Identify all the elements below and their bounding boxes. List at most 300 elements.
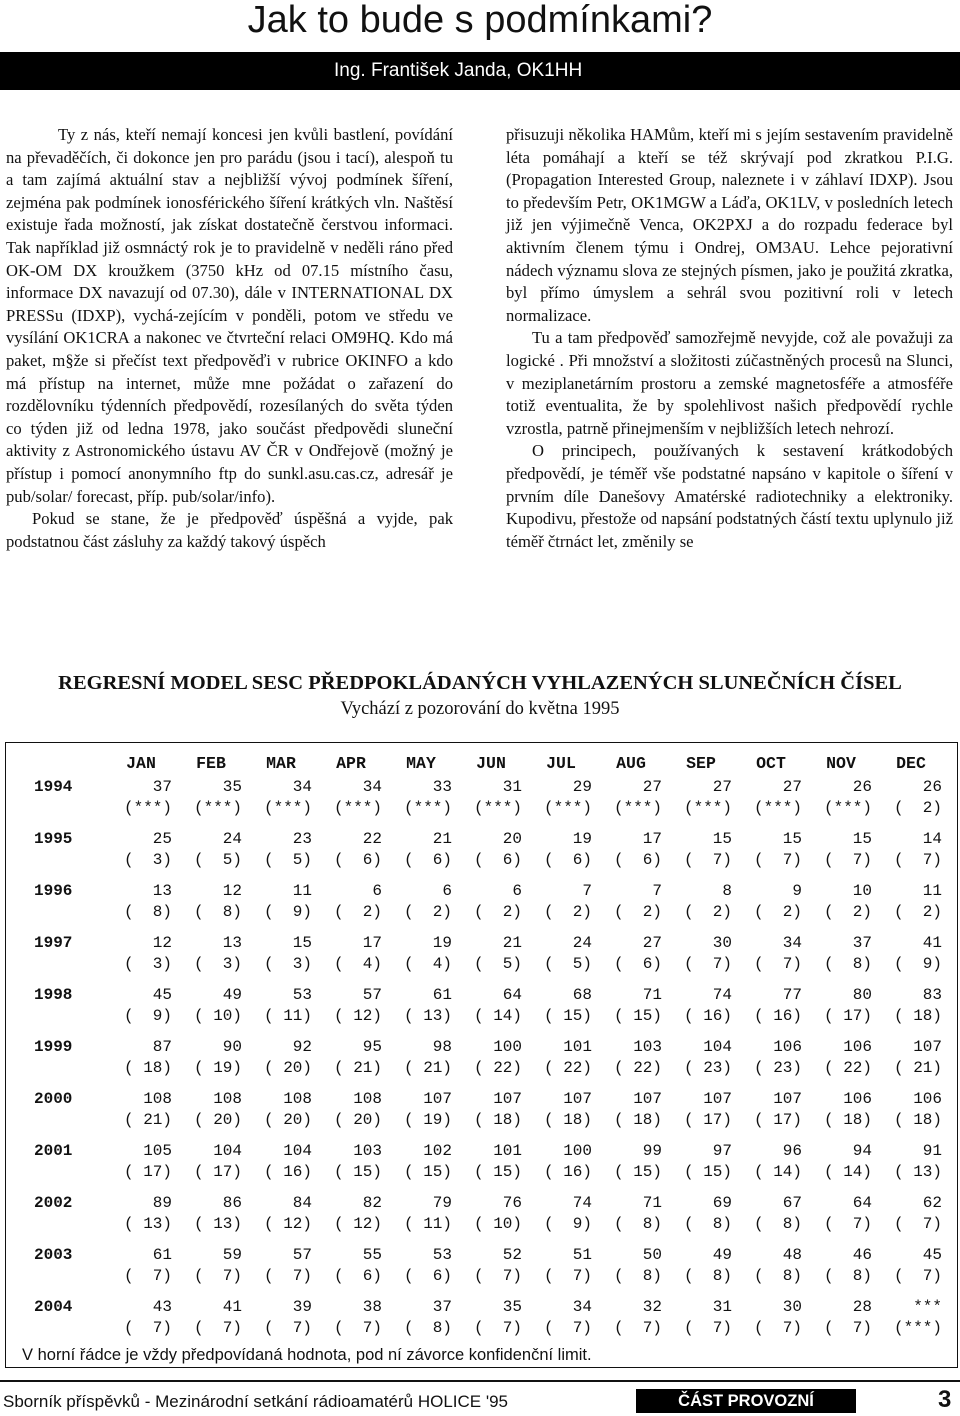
predicted-value-cell: 34 (362, 778, 382, 796)
confidence-cell: ( 4) (333, 955, 382, 973)
predicted-value-cell: *** (913, 1298, 942, 1316)
predicted-value-cell: 106 (773, 1038, 802, 1056)
predicted-value-cell: 103 (353, 1142, 382, 1160)
table-row-confidence (14, 1058, 946, 1079)
predicted-value-cell: 106 (843, 1038, 872, 1056)
predicted-value-cell: 22 (362, 830, 382, 848)
row-spacer-cell (14, 871, 946, 881)
confidence-cell: ( 8) (753, 1267, 802, 1285)
predicted-value-cell: 49 (222, 986, 242, 1004)
predicted-value-cell: 100 (493, 1038, 522, 1056)
predicted-value-cell: 34 (572, 1298, 592, 1316)
table-row-values (14, 1089, 946, 1110)
row-spacer (14, 975, 946, 985)
confidence-cell: ( 3) (263, 955, 312, 973)
predicted-value-cell: 33 (432, 778, 452, 796)
confidence-cell: ( 12) (263, 1215, 312, 1233)
confidence-cell: ( 9) (123, 1007, 172, 1025)
confidence-cell: ( 17) (193, 1163, 242, 1181)
predicted-value-cell: 108 (213, 1090, 242, 1108)
predicted-value-cell: 74 (712, 986, 732, 1004)
confidence-cell: (***) (123, 799, 172, 817)
sunspot-table-frame (5, 742, 958, 1368)
confidence-cell: ( 20) (333, 1111, 382, 1129)
predicted-value-cell: 106 (913, 1090, 942, 1108)
author-name: Ing. František Janda, OK1HH (334, 60, 583, 81)
predicted-value-cell: 27 (712, 778, 732, 796)
confidence-cell: ( 22) (613, 1059, 662, 1077)
page-number: 3 (938, 1386, 952, 1413)
predicted-value-cell: 6 (372, 882, 382, 900)
year-cell: 2003 (34, 1246, 73, 1264)
month-header: MAY (406, 753, 436, 773)
predicted-value-cell: 108 (353, 1090, 382, 1108)
predicted-value-cell: 94 (852, 1142, 872, 1160)
confidence-cell: ( 6) (403, 851, 452, 869)
predicted-value-cell: 27 (642, 934, 662, 952)
confidence-cell: ( 15) (333, 1163, 382, 1181)
month-header: SEP (686, 753, 716, 773)
table-row-values (14, 829, 946, 850)
confidence-cell: ( 21) (333, 1059, 382, 1077)
confidence-cell: ( 17) (123, 1163, 172, 1181)
confidence-cell: ( 7) (893, 1267, 942, 1285)
predicted-value-cell: 27 (642, 778, 662, 796)
predicted-value-cell: 6 (512, 882, 522, 900)
predicted-value-cell: 98 (432, 1038, 452, 1056)
month-header: FEB (196, 753, 226, 773)
confidence-cell: ( 8) (683, 1267, 732, 1285)
confidence-cell: ( 22) (473, 1059, 522, 1077)
predicted-value-cell: 79 (432, 1194, 452, 1212)
confidence-cell: ( 19) (193, 1059, 242, 1077)
article-paragraph: přisuzuji několika HAMům, kteří mi s jejím sestavením pravidelně léta pomáhají a kteří se též skrývají pod zkratkou P.I.G. (Propagation Interested Group, naleznete i v záhlaví IDXP). Jsou to především Petr, OK1MGW a Láďa, OK1LV, v posledních letech již jen výjimečně Venca, OK2PXJ a do rozpadu federace byl aktivním členem týmu i Ondrej, OM3AU. Lehce pejorativní nádech významu slova ze stejných písmen, jako je použitá zkratka, byl přímo úmyslem a sehrál svou pozitivní roli v letech normalizace. (506, 125, 953, 325)
predicted-value-cell: 26 (922, 778, 942, 796)
confidence-cell: ( 7) (123, 1319, 172, 1337)
confidence-cell: ( 5) (263, 851, 312, 869)
predicted-value-cell: 53 (292, 986, 312, 1004)
confidence-cell: (***) (543, 799, 592, 817)
confidence-cell: ( 12) (333, 1215, 382, 1233)
row-spacer-cell (14, 1027, 946, 1037)
predicted-value-cell: 104 (213, 1142, 242, 1160)
confidence-cell: ( 21) (403, 1059, 452, 1077)
confidence-cell: ( 5) (473, 955, 522, 973)
confidence-cell: ( 7) (263, 1267, 312, 1285)
year-cell: 1997 (34, 934, 73, 952)
row-spacer-cell (14, 975, 946, 985)
confidence-cell: ( 19) (403, 1111, 452, 1129)
confidence-cell: ( 7) (753, 1319, 802, 1337)
month-header: DEC (896, 753, 926, 773)
confidence-cell: ( 3) (123, 851, 172, 869)
row-spacer (14, 1235, 946, 1245)
confidence-cell: ( 18) (893, 1007, 942, 1025)
confidence-cell: ( 2) (893, 903, 942, 921)
confidence-cell: (***) (473, 799, 522, 817)
year-cell-empty (14, 1318, 106, 1339)
article-right-column (506, 124, 953, 553)
table-row-confidence (14, 1266, 946, 1287)
predicted-value-cell: 13 (152, 882, 172, 900)
confidence-cell: ( 15) (473, 1163, 522, 1181)
predicted-value-cell: 82 (362, 1194, 382, 1212)
confidence-cell: ( 9) (263, 903, 312, 921)
predicted-value-cell: 71 (642, 986, 662, 1004)
confidence-cell: ( 6) (613, 851, 662, 869)
confidence-cell: ( 2) (333, 903, 382, 921)
confidence-cell: ( 8) (823, 955, 872, 973)
row-spacer (14, 1079, 946, 1089)
confidence-cell: ( 18) (823, 1111, 872, 1129)
month-header: NOV (826, 753, 856, 773)
predicted-value-cell: 30 (782, 1298, 802, 1316)
predicted-value-cell: 26 (852, 778, 872, 796)
month-header: AUG (616, 753, 646, 773)
predicted-value-cell: 108 (283, 1090, 312, 1108)
predicted-value-cell: 30 (712, 934, 732, 952)
month-header: OCT (756, 753, 786, 773)
predicted-value-cell: 38 (362, 1298, 382, 1316)
predicted-value-cell: 108 (143, 1090, 172, 1108)
confidence-cell: ( 14) (473, 1007, 522, 1025)
row-spacer-cell (14, 1183, 946, 1193)
predicted-value-cell: 35 (502, 1298, 522, 1316)
predicted-value-cell: 101 (493, 1142, 522, 1160)
table-row-values (14, 1193, 946, 1214)
year-cell-empty (14, 1266, 106, 1287)
year-cell-empty (14, 902, 106, 923)
predicted-value-cell: 32 (642, 1298, 662, 1316)
confidence-cell: ( 2) (683, 903, 732, 921)
predicted-value-cell: 19 (572, 830, 592, 848)
predicted-value-cell: 12 (152, 934, 172, 952)
table-row-confidence (14, 1162, 946, 1183)
confidence-cell: ( 21) (893, 1059, 942, 1077)
predicted-value-cell: 19 (432, 934, 452, 952)
confidence-cell: ( 8) (753, 1215, 802, 1233)
predicted-value-cell: 28 (852, 1298, 872, 1316)
confidence-cell: ( 23) (683, 1059, 732, 1077)
predicted-value-cell: 69 (712, 1194, 732, 1212)
confidence-cell: ( 15) (613, 1007, 662, 1025)
confidence-cell: ( 15) (543, 1007, 592, 1025)
month-header: JUL (546, 753, 576, 773)
predicted-value-cell: 7 (582, 882, 592, 900)
predicted-value-cell: 107 (493, 1090, 522, 1108)
confidence-cell: ( 13) (893, 1163, 942, 1181)
confidence-cell: ( 18) (123, 1059, 172, 1077)
confidence-cell: ( 13) (193, 1215, 242, 1233)
article-paragraph: Pokud se stane, že je předpověď úspěšná a vyjde, pak podstatnou část zásluhy za každý takový úspěch (6, 509, 453, 551)
table-heading: REGRESNÍ MODEL SESC PŘEDPOKLÁDANÝCH VYHLAZENÝCH SLUNEČNÍCH ČÍSEL (58, 672, 902, 694)
predicted-value-cell: 67 (782, 1194, 802, 1212)
confidence-cell: ( 7) (473, 1267, 522, 1285)
confidence-cell: ( 7) (823, 1319, 872, 1337)
predicted-value-cell: 100 (563, 1142, 592, 1160)
year-column-header (14, 749, 106, 777)
year-cell-empty (14, 850, 106, 871)
confidence-cell: ( 9) (543, 1215, 592, 1233)
predicted-value-cell: 29 (572, 778, 592, 796)
confidence-cell: ( 6) (403, 1267, 452, 1285)
predicted-value-cell: 25 (152, 830, 172, 848)
confidence-cell: ( 2) (823, 903, 872, 921)
confidence-cell: ( 5) (543, 955, 592, 973)
confidence-cell: ( 6) (333, 1267, 382, 1285)
row-spacer-cell (14, 923, 946, 933)
table-row-values (14, 881, 946, 902)
table-row-values (14, 1141, 946, 1162)
month-header: JUN (476, 753, 506, 773)
predicted-value-cell: 55 (362, 1246, 382, 1264)
footer-publication: Sborník příspěvků - Mezinárodní setkání rádioamatérů HOLICE '95 (3, 1392, 508, 1411)
predicted-value-cell: 31 (502, 778, 522, 796)
row-spacer (14, 1183, 946, 1193)
year-cell-empty (14, 1058, 106, 1079)
row-spacer (14, 819, 946, 829)
author-bar (0, 52, 960, 90)
table-row-values (14, 1297, 946, 1318)
confidence-cell: ( 22) (543, 1059, 592, 1077)
predicted-value-cell: 68 (572, 986, 592, 1004)
predicted-value-cell: 21 (502, 934, 522, 952)
year-cell: 2004 (34, 1298, 73, 1316)
row-spacer (14, 1287, 946, 1297)
year-cell-empty (14, 954, 106, 975)
confidence-cell: ( 16) (543, 1163, 592, 1181)
table-row-confidence (14, 850, 946, 871)
confidence-cell: ( 18) (543, 1111, 592, 1129)
confidence-cell: ( 11) (263, 1007, 312, 1025)
year-cell: 1998 (34, 986, 73, 1004)
confidence-cell: ( 7) (823, 851, 872, 869)
confidence-cell: ( 3) (123, 955, 172, 973)
section-badge: ČÁST PROVOZNÍ (636, 1389, 856, 1413)
predicted-value-cell: 41 (922, 934, 942, 952)
confidence-cell: ( 20) (193, 1111, 242, 1129)
row-spacer-cell (14, 1079, 946, 1089)
predicted-value-cell: 76 (502, 1194, 522, 1212)
confidence-cell: ( 10) (193, 1007, 242, 1025)
predicted-value-cell: 107 (423, 1090, 452, 1108)
table-row-confidence (14, 1318, 946, 1339)
predicted-value-cell: 8 (722, 882, 732, 900)
confidence-cell: ( 16) (683, 1007, 732, 1025)
confidence-cell: (***) (683, 799, 732, 817)
predicted-value-cell: 83 (922, 986, 942, 1004)
confidence-cell: (***) (753, 799, 802, 817)
table-row-values (14, 777, 946, 798)
row-spacer (14, 871, 946, 881)
confidence-cell: ( 6) (543, 851, 592, 869)
confidence-cell: ( 15) (613, 1163, 662, 1181)
year-cell: 2001 (34, 1142, 73, 1160)
confidence-cell: ( 7) (683, 955, 732, 973)
row-spacer (14, 1131, 946, 1141)
predicted-value-cell: 106 (843, 1090, 872, 1108)
confidence-cell: ( 6) (333, 851, 382, 869)
confidence-cell: ( 6) (473, 851, 522, 869)
article-left-column (6, 124, 453, 553)
month-header: JAN (126, 753, 156, 773)
confidence-cell: ( 8) (123, 903, 172, 921)
year-cell-empty (14, 1006, 106, 1027)
predicted-value-cell: 14 (922, 830, 942, 848)
predicted-value-cell: 48 (782, 1246, 802, 1264)
predicted-value-cell: 57 (362, 986, 382, 1004)
predicted-value-cell: 77 (782, 986, 802, 1004)
confidence-cell: ( 7) (333, 1319, 382, 1337)
predicted-value-cell: 51 (572, 1246, 592, 1264)
confidence-cell: ( 14) (753, 1163, 802, 1181)
predicted-value-cell: 34 (292, 778, 312, 796)
row-spacer-cell (14, 819, 946, 829)
confidence-cell: (***) (823, 799, 872, 817)
predicted-value-cell: 90 (222, 1038, 242, 1056)
predicted-value-cell: 35 (222, 778, 242, 796)
confidence-cell: ( 7) (263, 1319, 312, 1337)
confidence-cell: ( 17) (753, 1111, 802, 1129)
predicted-value-cell: 37 (152, 778, 172, 796)
confidence-cell: ( 2) (893, 799, 942, 817)
confidence-cell: ( 7) (613, 1319, 662, 1337)
table-body (14, 777, 946, 1339)
predicted-value-cell: 11 (292, 882, 312, 900)
row-spacer (14, 923, 946, 933)
predicted-value-cell: 105 (143, 1142, 172, 1160)
confidence-cell: ( 16) (263, 1163, 312, 1181)
confidence-cell: ( 7) (473, 1319, 522, 1337)
predicted-value-cell: 91 (922, 1142, 942, 1160)
predicted-value-cell: 107 (633, 1090, 662, 1108)
confidence-cell: ( 13) (123, 1215, 172, 1233)
predicted-value-cell: 84 (292, 1194, 312, 1212)
page-title: Jak to bude s podmínkami? (247, 0, 713, 41)
confidence-cell: ( 8) (613, 1215, 662, 1233)
predicted-value-cell: 7 (652, 882, 662, 900)
predicted-value-cell: 86 (222, 1194, 242, 1212)
confidence-cell: (***) (193, 799, 242, 817)
predicted-value-cell: 104 (703, 1038, 732, 1056)
predicted-value-cell: 53 (432, 1246, 452, 1264)
confidence-cell: (***) (333, 799, 382, 817)
predicted-value-cell: 49 (712, 1246, 732, 1264)
year-cell: 1994 (34, 778, 73, 796)
table-footnote: V horní řádce je vždy předpovídaná hodnota, pod ní závorce konfidenční limit. (22, 1346, 592, 1364)
predicted-value-cell: 62 (922, 1194, 942, 1212)
article-paragraph: Tu a tam předpověď samozřejmě nevyjde, což ale považuji za logické . Při množství a složitosti zúčastněných procesů na Slunci, v meziplanetárním prostoru a zemské magnetosféře a atmosféře totiž eventualita, že by spolehlivost našich předpovědí rychle vzrostla, patrně přinejmenším v nejbližších letech nehrozí. (506, 328, 953, 438)
predicted-value-cell: 31 (712, 1298, 732, 1316)
predicted-value-cell: 37 (432, 1298, 452, 1316)
month-header: MAR (266, 753, 296, 773)
predicted-value-cell: 89 (152, 1194, 172, 1212)
predicted-value-cell: 17 (362, 934, 382, 952)
confidence-cell: (***) (893, 1319, 942, 1337)
predicted-value-cell: 24 (572, 934, 592, 952)
predicted-value-cell: 61 (432, 986, 452, 1004)
predicted-value-cell: 50 (642, 1246, 662, 1264)
predicted-value-cell: 57 (292, 1246, 312, 1264)
confidence-cell: ( 12) (333, 1007, 382, 1025)
confidence-cell: ( 14) (823, 1163, 872, 1181)
confidence-cell: ( 7) (753, 955, 802, 973)
predicted-value-cell: 45 (152, 986, 172, 1004)
confidence-cell: ( 20) (263, 1059, 312, 1077)
confidence-cell: ( 3) (193, 955, 242, 973)
predicted-value-cell: 45 (922, 1246, 942, 1264)
confidence-cell: ( 18) (473, 1111, 522, 1129)
year-cell: 2002 (34, 1194, 73, 1212)
table-row-values (14, 985, 946, 1006)
article-paragraph: Ty z nás, kteří nemají koncesi jen kvůli bastlení, povídání na převaděčích, či dokonce jen pro parádu (jsou i tací), alespoň tu a tam zajímá aktuální stav a nejbližší vývoj podmínek šíření, zejména pak podmínek ionosférického šíření krátkých vln. Naštěsí existuje řada možností, jak získat dostatečně čerstvou informaci. Tak například již osmnáctý rok je to pravidelně v neděli ráno před OK-OM DX kroužkem (3750 kHz od 07.15 místního času, informace DX navazují od 07.30), dále v INTERNATIONAL DX PRESSu (IDXP), vychá-zejícím v ponděli, potom ve středu ve vysílání OK1CRA a nakonec ve čtvrteční relaci OM9HQ. Kdo má paket, m§že si přečíst text předpověďi v rubrice OKINFO a kdo má přístup na internet, může mne požádat o zařazení do rozdělovníku týdenních předpovědí, rozesílaných do světa týden co týden již od ledna 1978, jako součást předpovědi sluneční aktivity z Astronomického ústavu AV ČR v Ondřejově (možný je přístup i pomocí anonymního ftp do sunkl.asu.cas.cz, adresář je pub/solar/ forecast, příp. pub/solar/info). (6, 125, 453, 506)
predicted-value-cell: 107 (773, 1090, 802, 1108)
article-paragraph: O principech, používaných k sestavení krátkodobých předpovědí, je téměř vše podstatné napsáno v kapitole o šíření v prvním díle Danešovy Amatérské radiotechniky a elektroniky. Kupodivu, přestože od napsání podstatných částí textu uplynulo již téměř čtrnáct let, změnily se (506, 441, 953, 551)
confidence-cell: ( 8) (823, 1267, 872, 1285)
confidence-cell: ( 4) (403, 955, 452, 973)
confidence-cell: ( 7) (823, 1215, 872, 1233)
confidence-cell: ( 23) (753, 1059, 802, 1077)
row-spacer-cell (14, 1287, 946, 1297)
sunspot-table (14, 749, 946, 1339)
confidence-cell: ( 2) (473, 903, 522, 921)
year-cell-empty (14, 1162, 106, 1183)
confidence-cell: ( 15) (403, 1163, 452, 1181)
year-cell: 1995 (34, 830, 73, 848)
predicted-value-cell: 17 (642, 830, 662, 848)
year-cell-empty (14, 798, 106, 819)
confidence-cell: (***) (263, 799, 312, 817)
confidence-cell: ( 7) (683, 851, 732, 869)
confidence-cell: ( 7) (193, 1319, 242, 1337)
predicted-value-cell: 10 (852, 882, 872, 900)
year-cell-empty (14, 1214, 106, 1235)
confidence-cell: ( 10) (473, 1215, 522, 1233)
confidence-cell: ( 7) (893, 1215, 942, 1233)
confidence-cell: ( 9) (893, 955, 942, 973)
predicted-value-cell: 15 (782, 830, 802, 848)
confidence-cell: ( 7) (753, 851, 802, 869)
confidence-cell: ( 7) (543, 1267, 592, 1285)
predicted-value-cell: 6 (442, 882, 452, 900)
predicted-value-cell: 107 (913, 1038, 942, 1056)
predicted-value-cell: 101 (563, 1038, 592, 1056)
confidence-cell: ( 7) (193, 1267, 242, 1285)
predicted-value-cell: 21 (432, 830, 452, 848)
predicted-value-cell: 11 (922, 882, 942, 900)
predicted-value-cell: 27 (782, 778, 802, 796)
row-spacer-cell (14, 1235, 946, 1245)
predicted-value-cell: 74 (572, 1194, 592, 1212)
predicted-value-cell: 80 (852, 986, 872, 1004)
table-row-values (14, 1245, 946, 1266)
confidence-cell: ( 13) (403, 1007, 452, 1025)
table-row-confidence (14, 902, 946, 923)
predicted-value-cell: 52 (502, 1246, 522, 1264)
confidence-cell: ( 18) (893, 1111, 942, 1129)
footer-divider (0, 1380, 960, 1382)
confidence-cell: ( 7) (543, 1319, 592, 1337)
predicted-value-cell: 61 (152, 1246, 172, 1264)
predicted-value-cell: 102 (423, 1142, 452, 1160)
confidence-cell: ( 22) (823, 1059, 872, 1077)
confidence-cell: (***) (613, 799, 662, 817)
predicted-value-cell: 15 (292, 934, 312, 952)
confidence-cell: ( 21) (123, 1111, 172, 1129)
predicted-value-cell: 12 (222, 882, 242, 900)
year-cell: 1999 (34, 1038, 73, 1056)
table-row-values (14, 933, 946, 954)
